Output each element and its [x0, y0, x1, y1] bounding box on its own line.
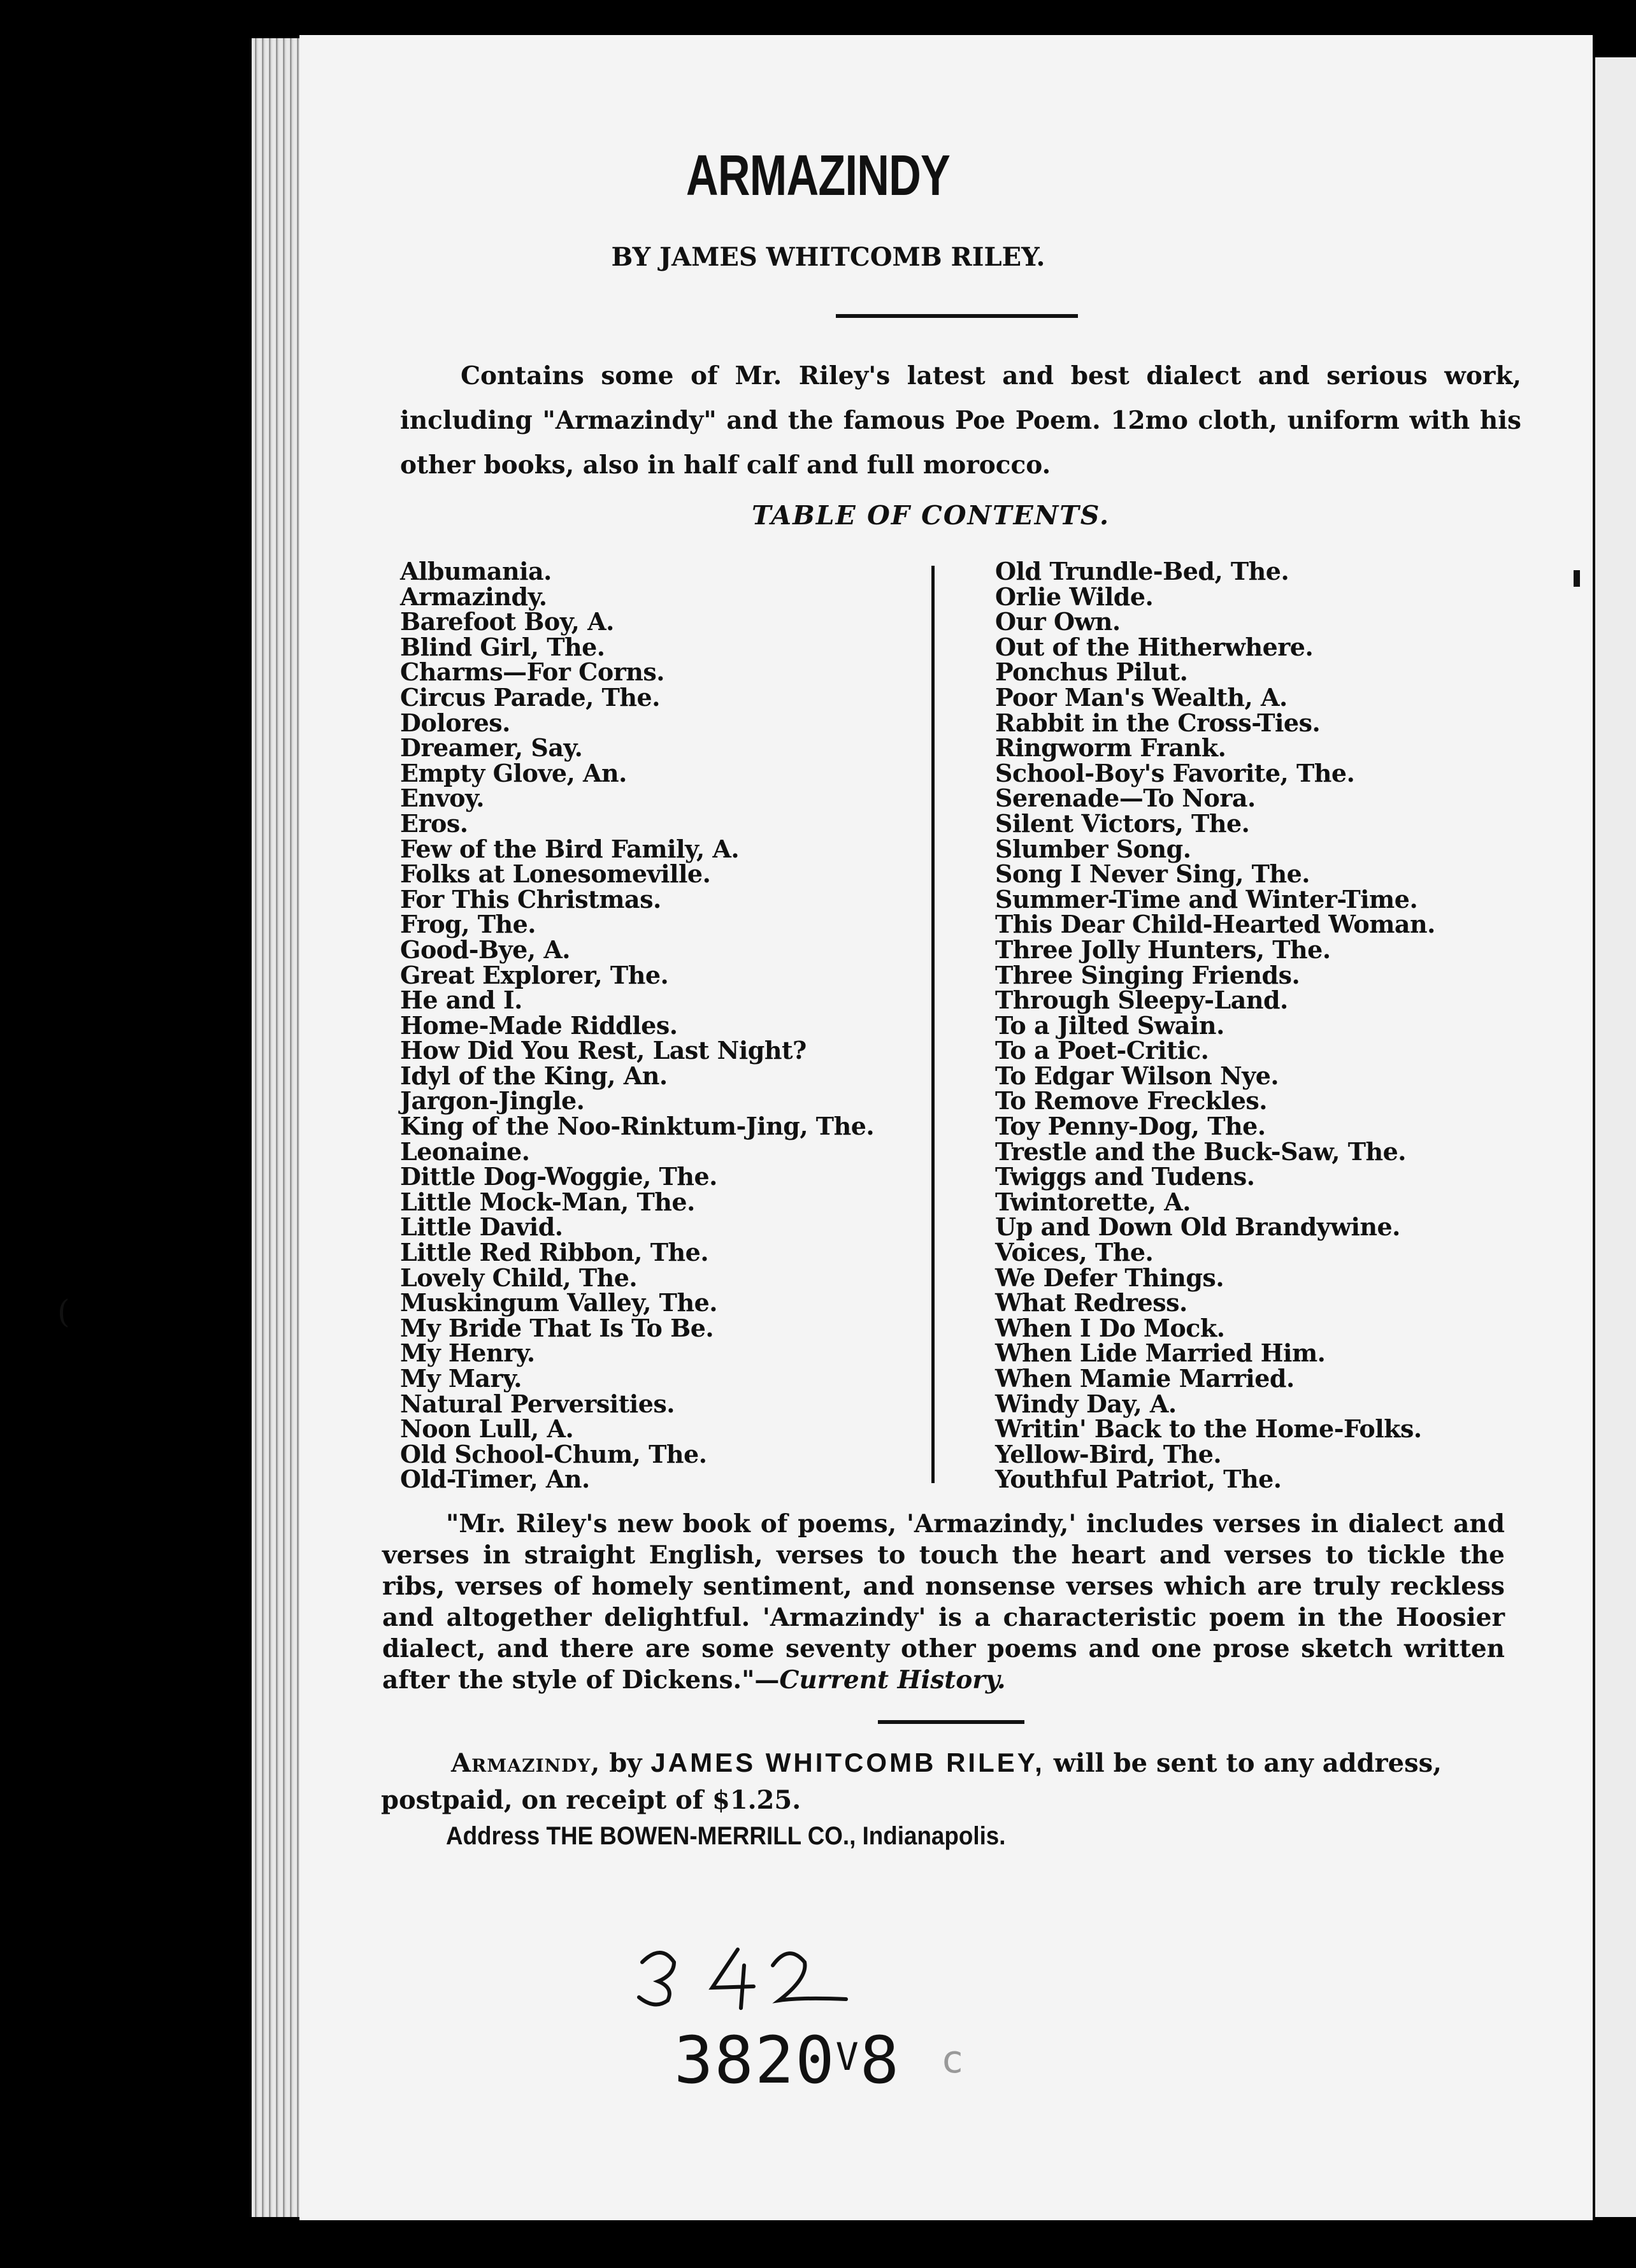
- facing-page-mark: [1574, 570, 1580, 587]
- toc-entry: Our Own.: [995, 607, 1121, 636]
- toc-entry: Ponchus Pilut.: [995, 657, 1188, 687]
- book-title: ARMAZINDY: [685, 144, 951, 208]
- toc-entry: Armazindy.: [400, 582, 547, 611]
- toc-entry: When Lide Married Him.: [995, 1339, 1326, 1368]
- toc-entry: Song I Never Sing, The.: [995, 859, 1310, 889]
- toc-entry: Natural Perversities.: [400, 1389, 675, 1418]
- margin-mark: (: [57, 1293, 70, 1330]
- toc-entry: Albumania.: [400, 557, 552, 585]
- toc-entry: Eros.: [400, 808, 468, 838]
- toc-entry: For This Christmas.: [400, 884, 661, 914]
- toc-entry: He and I.: [400, 986, 522, 1015]
- toc-entry: To Edgar Wilson Nye.: [995, 1061, 1279, 1090]
- toc-heading: TABLE OF CONTENTS.: [752, 500, 1110, 531]
- review-source: Current History.: [779, 1665, 1006, 1695]
- toc-entry: We Defer Things.: [995, 1263, 1224, 1292]
- toc-entry: Little Mock-Man, The.: [400, 1187, 695, 1216]
- toc-entry: When Mamie Married.: [995, 1364, 1295, 1393]
- review-quote: [382, 1509, 1505, 1696]
- stamp-faint: c: [940, 2037, 965, 2082]
- stamp-end: 8: [859, 2023, 901, 2099]
- toc-entry: Frog, The.: [400, 910, 536, 939]
- toc-entry: Idyl of the King, An.: [400, 1061, 668, 1090]
- toc-entry: Good-Bye, A.: [400, 935, 571, 964]
- toc-entry: Little Red Ribbon, The.: [400, 1238, 709, 1267]
- toc-entry: Little David.: [400, 1212, 563, 1242]
- toc-entry: Blind Girl, The.: [400, 632, 605, 661]
- toc-entry: This Dear Child-Hearted Woman.: [995, 910, 1435, 939]
- toc-entry: School-Boy's Favorite, The.: [995, 758, 1355, 787]
- toc-entry: Through Sleepy-Land.: [995, 986, 1288, 1015]
- toc-entry: Great Explorer, The.: [400, 960, 669, 989]
- toc-entry: Old-Timer, An.: [400, 1465, 590, 1494]
- toc-entry: Dreamer, Say.: [400, 733, 583, 763]
- toc-entry: Out of the Hitherwhere.: [995, 632, 1314, 661]
- toc-entry: Voices, The.: [995, 1238, 1154, 1267]
- toc-entry: Youthful Patriot, The.: [995, 1465, 1282, 1494]
- toc-entry: Few of the Bird Family, A.: [400, 834, 740, 863]
- toc-entry: Trestle and the Buck-Saw, The.: [995, 1137, 1407, 1166]
- toc-right-column: [995, 559, 1435, 1492]
- byline: BY JAMES WHITCOMB RILEY.: [611, 242, 1045, 272]
- toc-entry: Windy Day, A.: [995, 1389, 1177, 1418]
- stamp-number: 3820: [674, 2023, 836, 2099]
- toc-entry: Three Jolly Hunters, The.: [995, 935, 1331, 964]
- toc-entry: Lovely Child, The.: [400, 1263, 638, 1292]
- review-text: "Mr. Riley's new book of poems, 'Armazindy,' includes verses in dialect and verses in straight English, verses to touch the heart and verses to tickle the ribs, verses of homely sentiment, and nonsense verses which are truly reckless and altogether delightful. 'Armazindy' is a characteristic poem in the Hoosier dialect, and there are some seventy other poems and one prose sketch written after the style of Dickens."—: [382, 1509, 1505, 1695]
- toc-entry: Old Trundle-Bed, The.: [995, 557, 1289, 585]
- toc-entry: Silent Victors, The.: [995, 808, 1250, 838]
- toc-entry: Home-Made Riddles.: [400, 1010, 678, 1040]
- review-rule: [878, 1720, 1024, 1724]
- column-divider: [931, 566, 935, 1483]
- offer-by: by: [600, 1748, 651, 1778]
- toc-entry: Orlie Wilde.: [995, 582, 1154, 611]
- toc-entry: Leonaine.: [400, 1137, 530, 1166]
- toc-entry: My Henry.: [400, 1339, 535, 1368]
- toc-entry: Summer-Time and Winter-Time.: [995, 884, 1418, 914]
- publisher-address: Address THE BOWEN-MERRILL CO., Indianapolis.: [446, 1822, 1006, 1850]
- toc-entry: To a Jilted Swain.: [995, 1010, 1224, 1040]
- toc-entry: To a Poet-Critic.: [995, 1036, 1209, 1065]
- toc-entry: Slumber Song.: [995, 834, 1191, 863]
- handwritten-note: [636, 1937, 865, 2013]
- toc-entry: Twintorette, A.: [995, 1187, 1191, 1216]
- toc-left-column: [400, 559, 874, 1492]
- toc-entry: Jargon-Jingle.: [400, 1086, 585, 1116]
- facing-page-edge: [1593, 57, 1636, 2217]
- toc-entry: Rabbit in the Cross-Ties.: [995, 708, 1321, 737]
- title-rule: [836, 314, 1078, 318]
- toc-entry: Envoy.: [400, 784, 484, 813]
- toc-entry: Poor Man's Wealth, A.: [995, 682, 1288, 712]
- toc-entry: Charms—For Corns.: [400, 657, 664, 687]
- toc-entry: To Remove Freckles.: [995, 1086, 1267, 1116]
- toc-entry: Circus Parade, The.: [400, 682, 660, 712]
- accession-stamp: [674, 2023, 965, 2099]
- intro-paragraph: Contains some of Mr. Riley's latest and best dialect and serious work, including "Armazindy" and the famous Poe Poem. 12mo cloth, uniform with his other books, also in half calf and full morocco.: [400, 361, 1521, 480]
- toc-entry: Toy Penny-Dog, The.: [995, 1112, 1266, 1141]
- offer-paragraph: [381, 1744, 1505, 1819]
- toc-entry: Muskingum Valley, The.: [400, 1288, 717, 1317]
- offer-book: Armazindy,: [451, 1748, 601, 1778]
- toc-entry: Old School-Chum, The.: [400, 1439, 707, 1468]
- toc-entry: Twiggs and Tudens.: [995, 1162, 1255, 1191]
- toc-entry: Folks at Lonesomeville.: [400, 859, 711, 889]
- toc-entry: Serenade—To Nora.: [995, 784, 1256, 813]
- toc-entry: Barefoot Boy, A.: [400, 607, 614, 636]
- toc-entry: My Mary.: [400, 1364, 522, 1393]
- toc-entry: Three Singing Friends.: [995, 960, 1300, 989]
- toc-entry: Dolores.: [400, 708, 510, 737]
- toc-entry: Dittle Dog-Woggie, The.: [400, 1162, 717, 1191]
- offer-author: JAMES WHITCOMB RILEY,: [650, 1748, 1045, 1777]
- toc-entry: Ringworm Frank.: [995, 733, 1226, 763]
- toc-entry: What Redress.: [995, 1288, 1188, 1317]
- toc-entry: How Did You Rest, Last Night?: [400, 1036, 807, 1065]
- toc-entry: Yellow-Bird, The.: [995, 1439, 1222, 1468]
- toc-entry: Empty Glove, An.: [400, 758, 627, 787]
- offer-rest: will be sent to any address, postpaid, on receipt of $1.25.: [381, 1748, 1442, 1815]
- toc-entry: When I Do Mock.: [995, 1313, 1225, 1342]
- toc-entry: Noon Lull, A.: [400, 1414, 574, 1444]
- toc-entry: King of the Noo-Rinktum-Jing, The.: [400, 1112, 875, 1141]
- toc-entry: Up and Down Old Brandywine.: [995, 1212, 1400, 1242]
- toc-entry: My Bride That Is To Be.: [400, 1313, 714, 1342]
- toc-entry: Writin' Back to the Home-Folks.: [995, 1414, 1422, 1444]
- page-edges: [252, 38, 303, 2217]
- stamp-letter: V: [835, 2035, 860, 2079]
